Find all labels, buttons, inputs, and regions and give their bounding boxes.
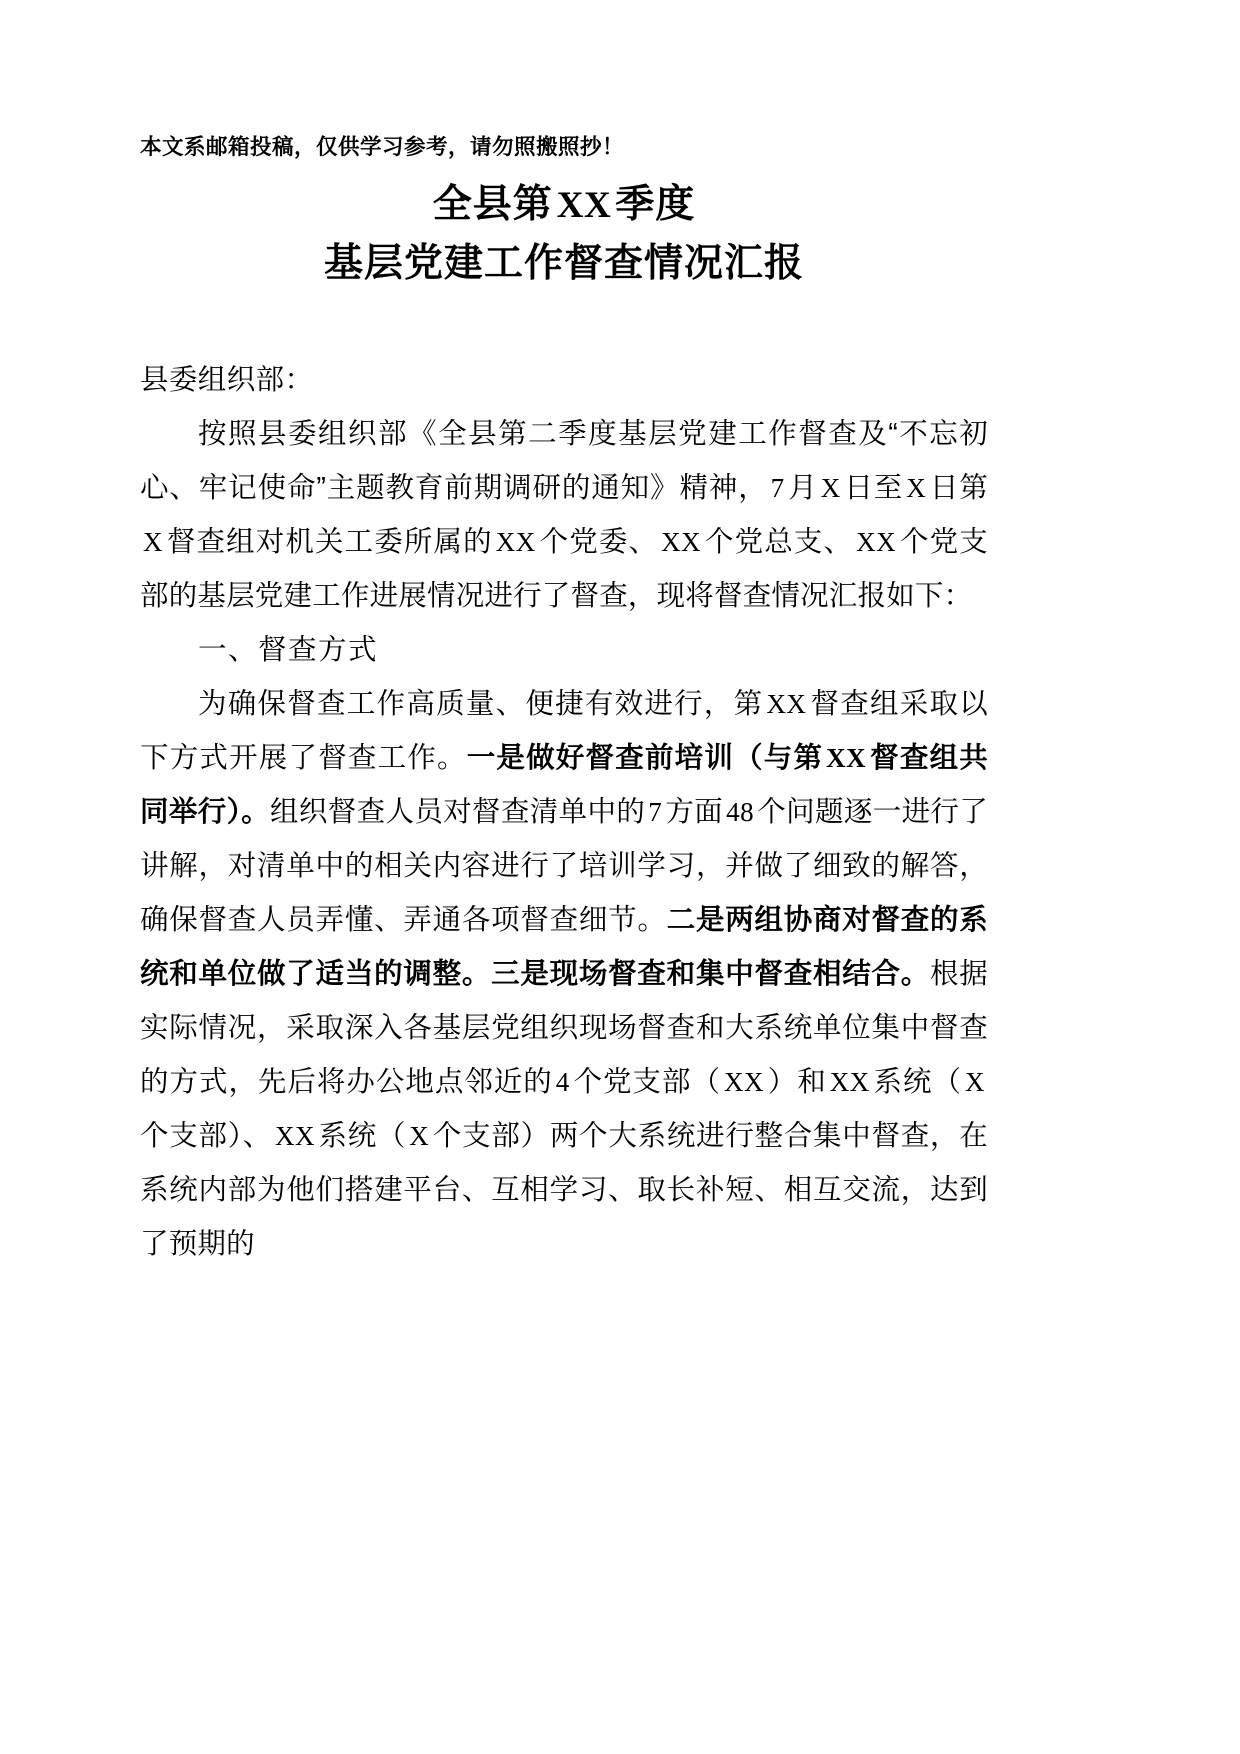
p1-day-end: X — [906, 473, 927, 503]
title-line1-prefix: 全县第 — [432, 183, 553, 226]
title-line1-suffix: 季度 — [615, 183, 696, 226]
page-title — [140, 176, 988, 293]
p2-seg5: 个问题逐一进行了讲解，对清单中的相关内容进行了培训学习，并做了细致的解答，确保督查人员弄懂、弄通各项督查细节。 — [140, 796, 988, 936]
p2-seg7: 个党支部（ — [572, 1066, 721, 1098]
p2-bold-run-2: 二是两组协商对督查的系统和单位做了适当的调整。三是现场督查和集中督查相结合。 — [140, 904, 988, 990]
p2-bold1-a: 一是做好督查前培训（与第 — [466, 742, 824, 774]
p2-seg6: 根据实际情况，采取深入各基层党组织现场督查和大系统单位集中督查的方式，先后将办公地点邻近的 — [140, 958, 988, 1098]
salutation: 县委组织部： — [140, 364, 314, 396]
p1-count-committees: XX — [495, 527, 536, 557]
p2-seg12: 个支部）两个大系统进行整合集中督查，在系统内部为他们搭建平台、互相学习、取长补短、相互交流，达到了预期的 — [140, 1120, 988, 1260]
p1-month-number: 7 — [770, 473, 785, 503]
p2-system-2: XX — [275, 1121, 315, 1151]
p1-seg3: 日至 — [843, 472, 904, 504]
p2-bold1-group: XX — [826, 743, 867, 773]
p2-aspect-count: 7 — [648, 797, 663, 827]
submission-note: 本文系邮箱投稿，仅供学习参考，请勿照搬照抄！ — [140, 135, 625, 159]
title-line1-placeholder: XX — [556, 185, 612, 226]
p1-seg7: 个党总支、 — [704, 526, 854, 558]
title-line-1 — [140, 176, 988, 235]
p2-seg2: 督查组采取以下方式开展了督查工作。 — [140, 688, 988, 774]
title-line-2: 基层党建工作督查情况汇报 — [323, 242, 804, 285]
paragraph-intro — [140, 407, 988, 623]
p2-seg11: 系统（ — [318, 1120, 407, 1152]
p2-system-1: XX — [829, 1067, 870, 1097]
p2-seg1: 为确保督查工作高质量、便捷有效进行，第 — [198, 688, 764, 720]
p2-system2-branch-count: X — [409, 1121, 430, 1151]
p1-count-general-branches: XX — [661, 527, 702, 557]
p1-seg8: 个党支部的基层党建工作进展情况进行了督查，现将督查情况汇报如下： — [140, 526, 988, 612]
p2-seg10: 个支部）、 — [140, 1120, 272, 1152]
p1-seg2: 月 — [787, 472, 818, 504]
section-heading-1: 一、督查方式 — [198, 634, 379, 666]
p1-seg5: 督查组对机关工委所属的 — [166, 526, 493, 558]
document-content — [140, 132, 988, 1271]
title-spacer — [140, 293, 988, 353]
p2-group-label: XX — [766, 689, 807, 719]
p2-seg3: 组织督查人员对督查清单中的 — [270, 796, 646, 828]
p2-bold1-b: 督查组共同举行）。 — [140, 742, 988, 828]
p2-seg9: 系统（ — [872, 1066, 962, 1098]
p1-seg6: 个党委、 — [538, 526, 659, 558]
p1-seg1: 按照县委组织部《全县第二季度基层党建工作督查及“不忘初心、牢记使命”主题教育前期调研的通知》精神， — [140, 418, 988, 504]
p1-seg4: 日第 — [929, 472, 988, 504]
p2-seg4: 方面 — [665, 796, 724, 828]
p2-seg8: ）和 — [766, 1066, 827, 1098]
p2-system1-branch-count: X — [965, 1067, 985, 1097]
p1-day-start: X — [820, 473, 841, 503]
p2-branch-count: 4 — [555, 1067, 570, 1097]
p1-count-branches: XX — [856, 527, 897, 557]
paragraph-methods — [140, 677, 988, 1271]
p2-branch-label: XX — [723, 1067, 764, 1097]
p1-group-number: X — [143, 527, 163, 557]
p2-issue-count: 48 — [726, 797, 755, 827]
